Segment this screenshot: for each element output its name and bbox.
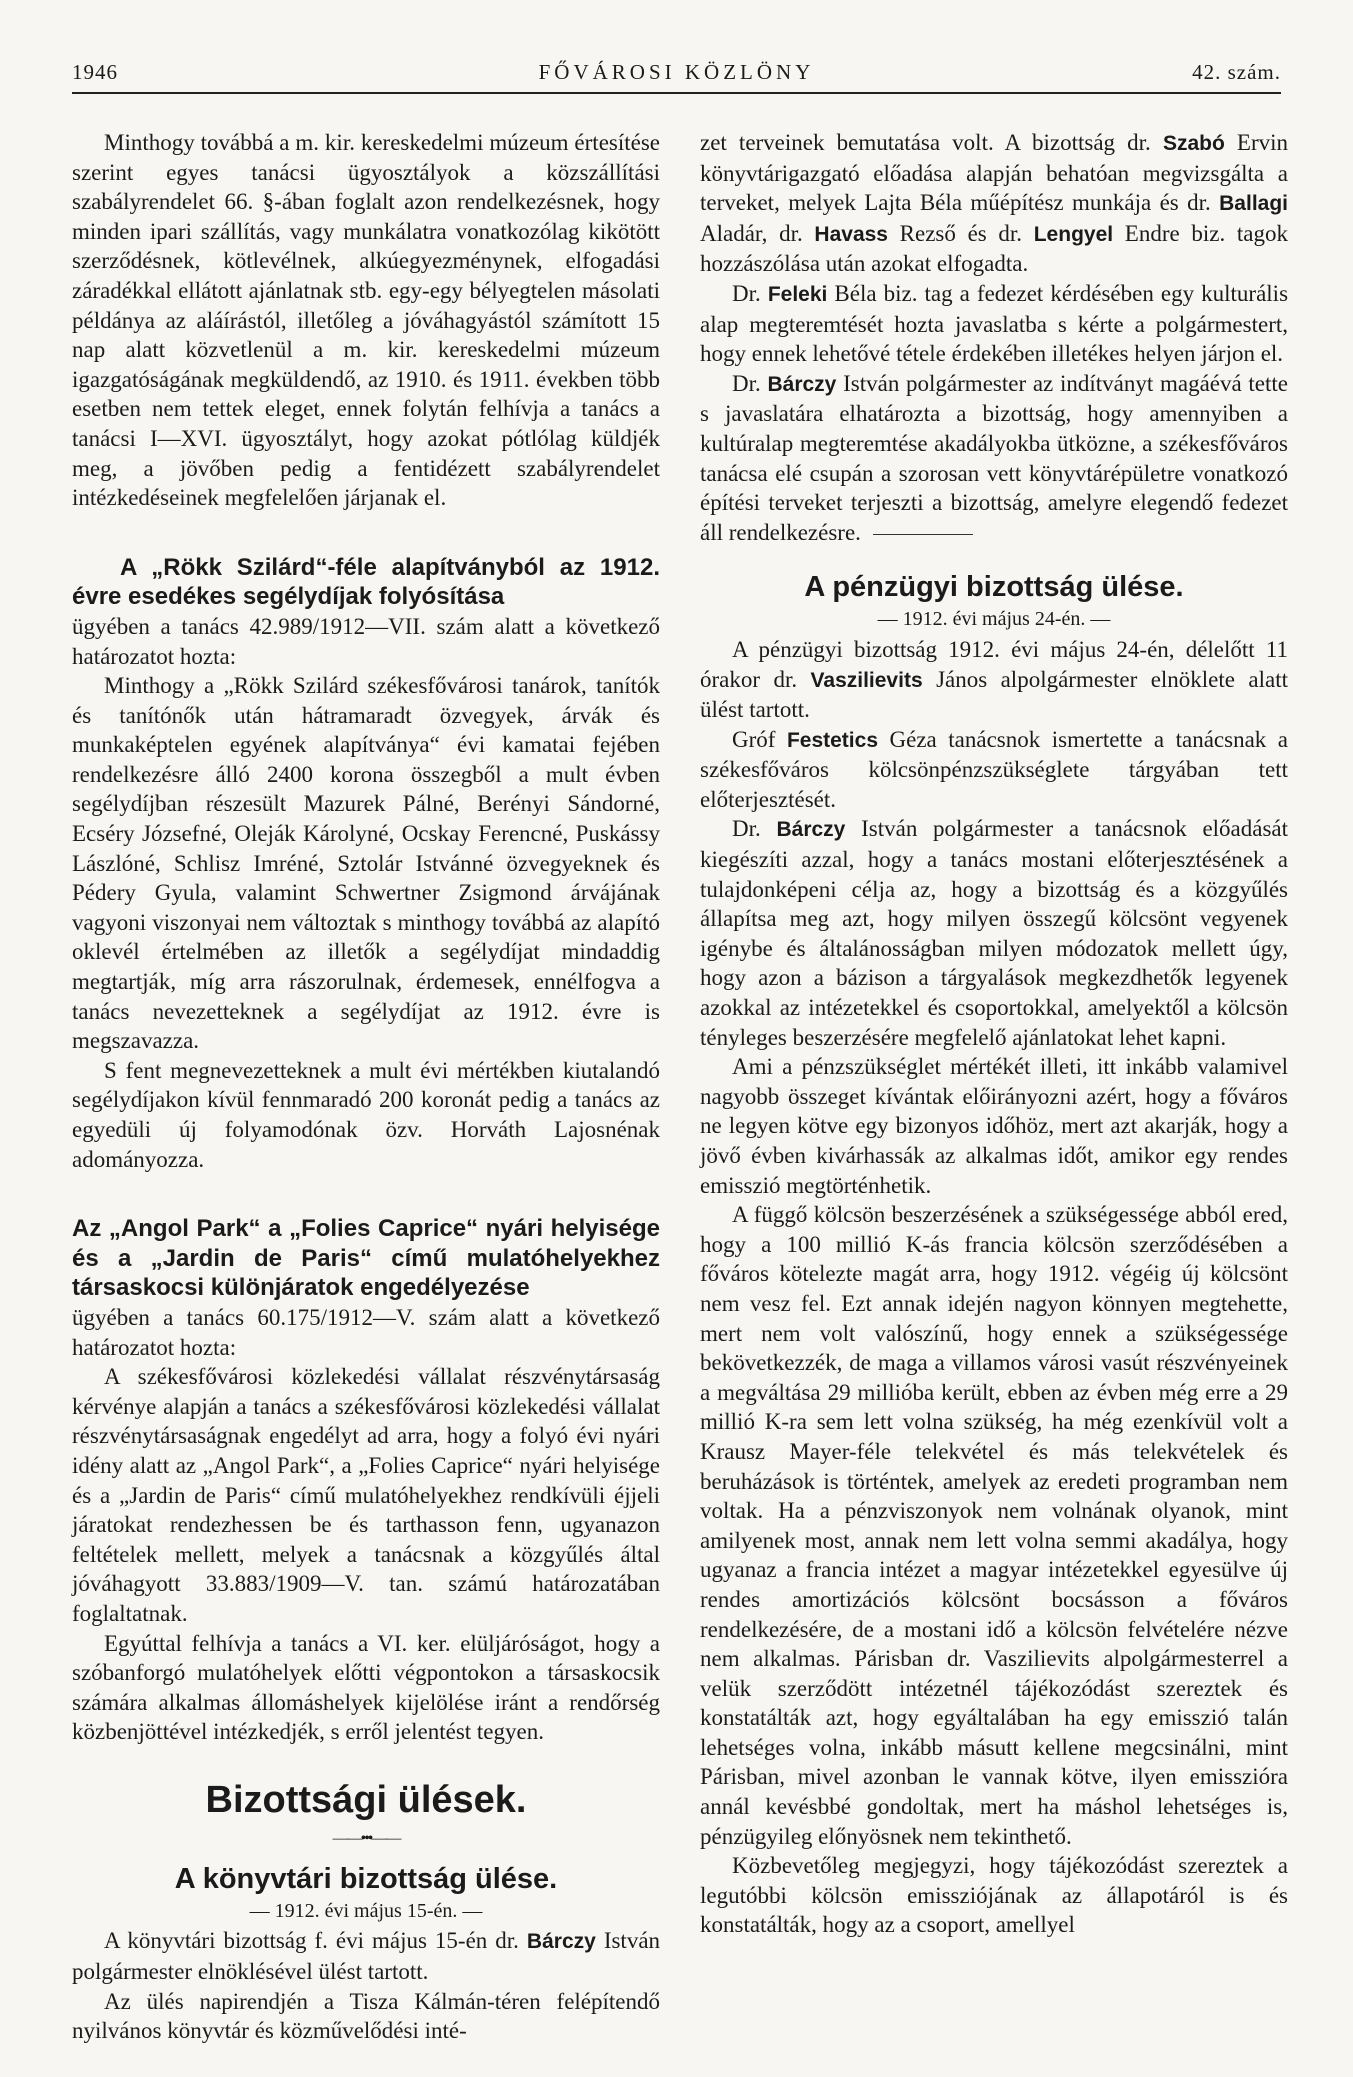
paragraph: A függő kölcsön beszerzésének a szükségessége abból ered, hogy a 100 millió K-ás francia kölcsön szerződésében a főváros kötelezte magát arra, hogy 1912. végéig új kölcsönt nem vesz fel. Ezt annak idején nagyon könnyen megtehette, mert nem volt valószínű, hogy ennek a szükségessége bekövetkezzék, de maga a villamos városi vasút részvényeinek a megváltása 29 millióba került, ebben az évben még erre a 29 millió K-ra sem lett volna szükség, ha még ezenkívül volt a Krausz Mayer-féle telekvétel és más telekvételek és beruházások is történtek, amelyek az eredeti programban nem voltak. Ha a pénzviszonyok nem volnának olyanok, mint amilyenek most, annak nem lett volna semmi akadálya, hogy ugyanaz a francia intézet a magyar intézetekkel egyesülve új rendes amortizációs kölcsönt bocsásson a főváros rendelkezésére, de a mostani idő a kölcsön felvételére nézve nem alkalmas. Párisban dr. Vaszilievits alpolgármesterrel a velük szerződött intézetnél tájékozódást szereztek és konstatálták azt, hogy egyáltalában ha egy emisszió talán lehetséges volna, inkább másutt kellene megcsinálni, mint Párisban, mivel azonban le vannak kötve, ilyen emisszióra annál kevésbbé gondoltak, mert ha máshol lehetséges is, pénzügyileg előnyösnek nem tekinthető.	[700, 1202, 1288, 1849]
person-name: Ballagi	[1219, 192, 1288, 216]
issue-number: 42. szám.	[1192, 60, 1281, 84]
section-heading-tail: ügyében a tanács 60.175/1912—V. szám alatt a következő határozatot hozta:	[72, 1304, 660, 1360]
page-number: 1946	[72, 60, 118, 84]
paragraph: Ami a pénzszükséglet mértékét illeti, itt inkább valamivel nagyobb összeget kívántak előirányozni azért, hogy a főváros ne legyen kötve egy bizonyos időhöz, mert azt akarják, hogy a jövő évben kivárhassák az alkalmas időt, amikor egy rendes emisszió megtörténhetik.	[700, 1054, 1288, 1198]
ornament-divider: ——•••——	[332, 1829, 400, 1847]
right-column	[700, 128, 1288, 1940]
person-name: Bárczy	[767, 372, 837, 396]
finance-committee-title: A pénzügyi bizottság ülése.	[804, 571, 1184, 604]
paragraph: Minthogy továbbá a m. kir. kereskedelmi múzeum értesítése szerint egyes tanácsi ügyosztályok a közszállítási szabályrendelet 66. §-ában foglalt azon rendelkezésnek, hogy minden ipari szállítás, vagy munkálatra vonatkozólag kikötött szerződésnek, kötlevélnek, alkúegyezménynek, elfogadási záradékkal ellátott ajánlatnak stb. egy-egy bélyegtelen másolati példánya az aláírástól, illetőleg a jóváhagyástól számított 15 nap alatt közvetlenül a m. kir. kereskedelmi múzeum igazgatóságának megküldendő, az 1910. és 1911. években több esetben nem tettek eleget, ennek folytán felhívja a tanács a tanácsi I—XVI. ügyosztályt, hogy azokat pótlólag küldjék meg, a jövőben pedig a fentidézett szabályrendelet intézkedéseinek megfelelően járjanak el.	[72, 130, 660, 511]
page-header	[72, 60, 1281, 94]
paragraph: A könyvtári bizottság f. évi május 15-én dr. Bárczy István polgármester elnöklésével ülést tartott.	[72, 1928, 661, 1985]
section-title-bizottsagi: Bizottsági ülések.	[205, 1778, 527, 1821]
section-heading-tail: ügyében a tanács 42.989/1912—VII. szám alatt a következő határozatot hozta:	[72, 613, 660, 669]
paragraph: Dr. Bárczy István polgármester az indítványt magáévá tette s javaslatára elhatározta a bizottság, hogy amennyiben a kultúralap megteremtése akadályokba ütközne, a székesfőváros tanácsa elé csupán a szorosan vett könyvtárépületre vonatkozó építési terveket terjeszti a bizottság, amelyre elegendő fedezet áll rendelkezésre.	[700, 370, 1289, 545]
paragraph: A pénzügyi bizottság 1912. évi május 24-én, délelőtt 11 órakor dr. Vaszilievits János alpolgármester elnöklete alatt ülést tartott.	[700, 636, 1289, 723]
person-name: Vaszilievits	[810, 668, 923, 692]
finance-committee-date: — 1912. évi május 24-én. —	[877, 608, 1111, 631]
person-name: Festetics	[786, 728, 878, 752]
person-name: Feleki	[767, 282, 828, 306]
person-name: Bárczy	[776, 818, 846, 842]
person-name: Havass	[814, 222, 888, 246]
paragraph: Az ülés napirendjén a Tisza Kálmán-téren felépítendő nyilvános könyvtár és közművelődési inté-	[72, 1988, 660, 2044]
section-heading-rokk: A „Rökk Szilárd“-féle alapítványból az 1912. évre esedékes segélydíjak folyósítása	[72, 553, 660, 611]
header-rule	[72, 92, 1281, 94]
paragraph: Dr. Feleki Béla biz. tag a fedezet kérdésében egy kulturális alap megteremtését hozta javaslatba s kérte a polgármestert, hogy ennek lehetővé tétele érdekében illetékes helyen járjon el.	[700, 280, 1289, 367]
paragraph: A székesfővárosi közlekedési vállalat részvénytársaság kérvénye alapján a tanács a székesfővárosi közlekedési vállalat részvénytársaságnak engedélyt ad arra, hogy a folyó évi nyári idény alatt az „Angol Park“, a „Folies Caprice“ nyári helyisége és a „Jardin de Paris“ című mulatóhelyekhez rendkívüli éjjeli járatokat rendezhessen be és tarthasson fenn, ugyanazon feltételek mellett, melyek a tanácsnak a közgyűlés által jóváhagyott 33.883/1909—V. tan. számú határozatában foglaltatnak.	[72, 1364, 660, 1626]
paragraph: zet terveinek bemutatása volt. A bizottság dr. Szabó Ervin könyvtárigazgató előadása alapján behatóan megvizsgálta a terveket, melyek Lajta Béla műépítész munkája és dr. Ballagi Aladár, dr. Havass Rezső és dr. Lengyel Endre biz. tagok hozzászólása után azokat elfogadta.	[700, 130, 1289, 277]
section-heading-angol-park: Az „Angol Park“ a „Folies Caprice“ nyári helyisége és a „Jardin de Paris“ című mulatóhelyekhez társaskocsi különjáratok engedélyezése	[72, 1215, 660, 1302]
paragraph: Egyúttal felhívja a tanács a VI. ker. elüljáróságot, hogy a szóbanforgó mulatóhelyek előtti végpontokon a társaskocsik számára alkalmas állomáshelyek kijelölése iránt a rendőrség közbenjöttével intézkedjék, s erről jelentést tegyen.	[72, 1630, 660, 1745]
publication-title: FŐVÁROSI KÖZLÖNY	[538, 60, 815, 84]
person-name: Lengyel	[1033, 222, 1114, 246]
left-column	[72, 128, 660, 2046]
library-committee-title: A könyvtári bizottság ülése.	[174, 1862, 558, 1895]
paragraph: Minthogy a „Rökk Szilárd székesfővárosi tanárok, tanítók és tanítónők után hátramaradt özvegyek, árvák és munkaképtelen egyének alapítványa“ évi kamatai fejében rendelkezésre álló 2400 korona összegből a mult évben segélydíjban részesült Mazurek Pálné, Berényi Sándorné, Ecséry Józsefné, Oleják Károlyné, Ocskay Ferencné, Puskássy Lászlóné, Schlisz Imréné, Sztolár Istvánné özvegyeknek és Pédery Gyula, valamint Schwertner Zsigmond árvájának vagyoni viszonyai nem változtak s minthogy továbbá az alapító oklevél értelmében az illetők a segélydíjat mindaddig megtartják, míg arra rászorulnak, érdemesek, ennélfogva a tanács nevezetteknek a segélydíjat az 1912. évre is megszavazza.	[72, 673, 660, 1054]
person-name: Szabó	[1162, 132, 1225, 155]
paragraph: Közbevetőleg megjegyzi, hogy tájékozódást szereztek a legutóbbi kölcsön emissziójának az állapotáról is és konstatálták, hogy az a csoport, amellyel	[700, 1853, 1288, 1938]
paragraph: S fent megnevezetteknek a mult évi mértékben kiutalandó segélydíjakon kívül fennmaradó 200 koronát pedig a tanács az egyedüli új folyamodónak özv. Horváth Lajosnénak adományozza.	[72, 1057, 660, 1172]
paragraph: Gróf Festetics Géza tanácsnok ismertette a tanácsnak a székesfőváros kölcsönpénzszükséglete tárgyában tett előterjesztését.	[700, 726, 1289, 812]
library-committee-date: — 1912. évi május 15-én. —	[249, 1899, 483, 1922]
section-end-rule	[873, 534, 973, 535]
person-name: Bárczy	[526, 1930, 596, 1954]
paragraph: Dr. Bárczy István polgármester a tanácsnok előadását kiegészíti azzal, hogy a tanács mostani előterjesztésének a tulajdonképeni célja az, hogy a bizottság és a közgyűlés állapítsa meg azt, hogy milyen összegű kölcsönt vegyenek igénybe és általánosságban milyen módozatok mellett úgy, hogy azon a bázison a tárgyalások megkezdhetők legyenek azokkal az intézetekkel és csoportokkal, amelyektől a kölcsön tényleges beszerzésére megfelelő ajánlatokat lehet kapni.	[700, 816, 1289, 1050]
